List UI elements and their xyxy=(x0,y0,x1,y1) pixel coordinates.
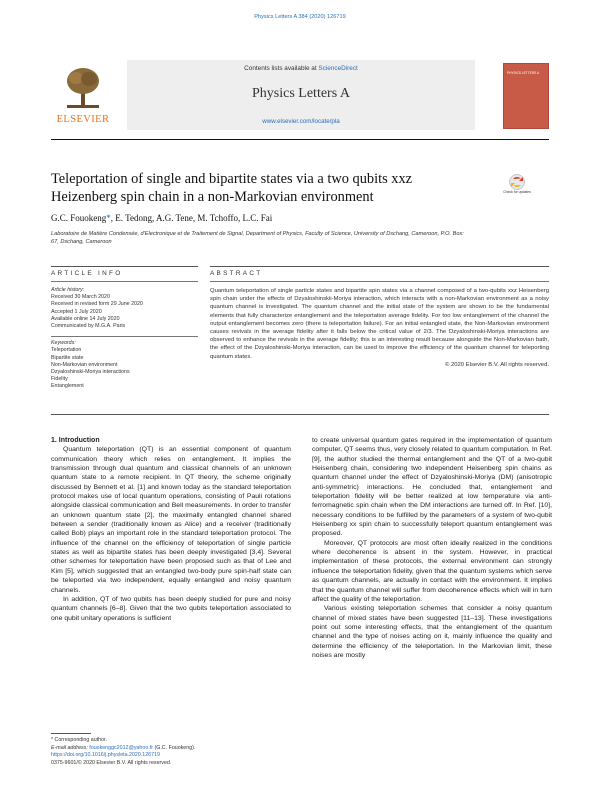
journal-homepage-link[interactable]: www.elsevier.com/locate/pla xyxy=(262,118,340,125)
history-label: Article history: xyxy=(51,287,85,293)
accepted-date: Accepted 1 July 2020 xyxy=(51,308,102,315)
corresponding-note: * Corresponding author. xyxy=(51,737,107,743)
body-paragraph: to create universal quantum gates required in the implementation of quantum computer, QT seems thus, very closely related to quantum computation. In Ref. [9], the author studied the thermal entanglement and the QT of a two-qubit Heisenberg chain, considering two independent Heisenberg spin chains as quantum channel under the effect of Dzyaloshinski-Moriya (DM) (anisotropic anti-symmetric) interactions. He concluded that, entanglement and teleportation fidelity will be better realized at low temperature via anti-ferromagnetic spin chain when the DM interactions are turned off. In Ref. [10], necessary conditions to be fulfilled by the parameters of a system of two-qubit Heisenberg xx spin chain to successfully teleport quantum entanglement was proposed. xyxy=(312,437,552,538)
journal-homepage xyxy=(127,118,475,125)
footnote-rule xyxy=(51,733,91,734)
cover-title: PHYSICS LETTERS A xyxy=(507,71,540,75)
keyword: Teleportation xyxy=(51,347,82,354)
abstract-copyright: © 2020 Elsevier B.V. All rights reserved. xyxy=(445,361,549,368)
updates-label: Check for updates xyxy=(503,190,531,194)
abstract xyxy=(210,287,549,369)
article-info xyxy=(51,287,198,391)
contents-prefix: Contents lists available at xyxy=(244,65,319,72)
publisher-name: ELSEVIER xyxy=(56,114,110,125)
corresponding-author[interactable]: G.C. Fouokeng xyxy=(51,213,107,223)
keyword: Non-Markovian environment xyxy=(51,361,118,368)
corresponding-mark[interactable]: * xyxy=(106,213,111,223)
doi-link[interactable]: https://doi.org/10.1016/j.physleta.2020.126719 xyxy=(51,752,160,759)
elsevier-logo[interactable] xyxy=(51,67,115,127)
front-matter-divider xyxy=(51,414,549,415)
abstract-top-rule xyxy=(210,266,549,267)
update-icon xyxy=(509,174,525,190)
article-title: Teleportation of single and bipartite states via a two qubits xxz Heizenberg spin chain in a non-Markovian environment xyxy=(51,171,413,205)
keyword: Bipartite state xyxy=(51,354,84,361)
journal-info-box xyxy=(127,60,475,130)
body-paragraph: Various existing teleportation schemes that consider a noisy quantum channel of mixed states have been suggested [11–13]. These investigations point out some interesting effects, that the entanglement of the quantum channel and the type of noises acting on it, mainly influence the quality and determine the efficiency of the teleportation. In the Markovian limit, these noises are mostly xyxy=(312,605,552,659)
email-note xyxy=(51,745,311,753)
email-label: E-mail address: xyxy=(51,744,90,751)
masthead-divider xyxy=(51,139,549,140)
running-head[interactable]: Physics Letters A 384 (2020) 126719 xyxy=(254,14,346,20)
article-info-heading: ARTICLE INFO xyxy=(51,270,123,277)
footnotes xyxy=(51,737,311,767)
tree-icon xyxy=(65,67,101,109)
received-date: Received 30 March 2020 xyxy=(51,294,110,301)
keyword: Entanglement xyxy=(51,383,84,390)
abstract-heading-rule xyxy=(210,281,549,282)
abstract-heading: ABSTRACT xyxy=(210,270,263,277)
journal-title: Physics Letters A xyxy=(252,86,350,101)
email-link[interactable]: fouokenggc2012@yahoo.fr xyxy=(89,744,153,751)
affiliation: Laboratoire de Matière Condensée, d'Electronique et de Traitement de Signal, Department of Physics, Faculty of Science, University of Dschang, Cameroon, P.O. Box: 67, Dschang, Cameroon xyxy=(51,231,464,245)
author-list xyxy=(51,213,549,223)
contents-line xyxy=(127,65,475,72)
email-suffix: (G.C. Fouokeng). xyxy=(152,744,196,751)
body-column-right xyxy=(312,436,552,660)
body-column-left xyxy=(51,436,291,623)
journal-masthead xyxy=(51,60,549,132)
section-heading: 1. Introduction xyxy=(51,437,100,444)
info-top-rule xyxy=(51,266,198,267)
body-paragraph: Quantum teleportation (QT) is an essential component of quantum communication theory which relies on entanglement. It implies the transmission through dual quantum and classical channels of an unknown quantum state to a remote recipient. In QT theory, the scheme originally discussed by Bennett et al. [1] and known today as the standard teleportation protocol makes use of local quantum operations, consisting of Pauli rotations alongside classical communication and Bell measurements. In order to transfer an unknown quantum state [2], the maximally entangled channel shared between a sender (traditionally known as Alice) and a receiver (traditionally called Bob) plays an important role in the standard teleportation protocol. The influence of the channel on the efficiency of teleportation of single particle states as well as bipartite states has been deeply investigated [3,4]. Several other schemes for teleportation have been proposed such as that of Lee and Kim [5], which suggested that an entangled two-body pure spin-half state can be teleported via two independent, equally entangled and noisy quantum channels. xyxy=(51,446,291,594)
online-date: Available online 14 July 2020 xyxy=(51,315,120,322)
revised-date: Received in revised form 29 June 2020 xyxy=(51,301,143,308)
keywords-rule xyxy=(51,336,198,337)
issn-line: 0375-9601/© 2020 Elsevier B.V. All rights reserved. xyxy=(51,759,172,766)
coauthors: , E. Tedong, A.G. Tene, M. Tchoffo, L.C. Fai xyxy=(110,213,273,223)
sciencedirect-link[interactable]: ScienceDirect xyxy=(318,65,358,72)
journal-cover-image[interactable] xyxy=(503,63,549,129)
keyword: Fidelity xyxy=(51,376,68,383)
body-paragraph: Moreover, QT protocols are most often ideally realized in the conditions where decoherence is absent in the system. However, in practical implementation of these protocols, the external environment can strongly influence the teleportation fidelity, given that the quantum systems which serve as quantum channels, are actually in contact with the environment. It implies that the quantum channel will suffer from decoherence effects which will in turn affect the quality of the teleportation. xyxy=(312,539,552,603)
check-for-updates-badge[interactable] xyxy=(505,174,529,204)
body-paragraph: In addition, QT of two qubits has been deeply studied for pure and noisy quantum channels [6–8]. Given that the two qubits teleportation associated to one qubit unitary operations is sufficient xyxy=(51,595,291,622)
info-heading-rule xyxy=(51,281,198,282)
communicated-by: Communicated by M.G.A. Paris xyxy=(51,323,126,330)
keyword: Dzyaloshinski-Moriya interactions xyxy=(51,369,130,376)
abstract-body: Quantum teleportation of single particle states and bipartite spin states via a channel composed of a two-qubits xxz Heisenberg spin chain under the effects of Dzyaloshinskii-Moriya interaction, which interacts with a non-Markovian environment as a noisy quantum channel is investigated. The quantum channel and the initial state of the system are shown to be the fundamental elements that fully characterize entanglement and the teleportation average fidelity. For too low entanglement of the channel the output entanglement becomes zero (there is teleportation failure). For an initial entangled state, the Non-Markovian environment causes revivals in the average fidelity after it falls below the critical value of 2/3. The Dzyaloshinski-Moriya interactions are observed to enhance the revivals in the average fidelity; this is an interesting result because alongside the Non-Markovian bath, the effect of the Dzyaloshinski-Moriya interaction, can be used to improve the efficiency of the quantum channel for teleporting quantum states. xyxy=(210,288,549,360)
keywords-label: Keywords: xyxy=(51,340,76,347)
